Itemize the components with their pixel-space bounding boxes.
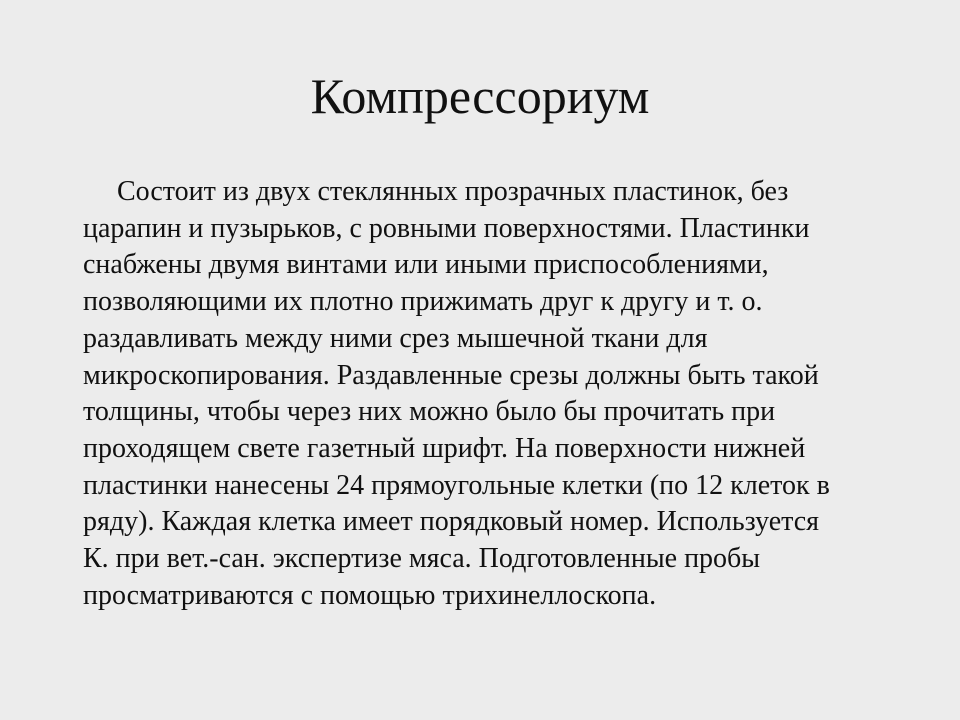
slide-title: Компрессориум <box>310 68 650 124</box>
body-line: толщины, чтобы через них можно было бы прочитать при <box>83 396 776 428</box>
body-line: Состоит из двух стеклянных прозрачных пластинок, без <box>117 176 789 207</box>
body-line: царапин и пузырьков, с ровными поверхностями. Пластинки <box>83 212 810 244</box>
body-line: проходящем свете газетный шрифт. На поверхности нижней <box>83 432 806 464</box>
slide-body-text <box>83 174 903 614</box>
body-line: ряду). Каждая клетка имеет порядковый номер. Используется <box>83 506 820 538</box>
body-line: К. при вет.-сан. экспертизе мяса. Подготовленные пробы <box>83 543 761 575</box>
body-line: раздавливать между ними срез мышечной ткани для <box>83 322 708 354</box>
body-line: микроскопирования. Раздавленные срезы должны быть такой <box>83 359 819 391</box>
body-line: позволяющими их плотно прижимать друг к другу и т. о. <box>83 286 763 318</box>
body-line: снабжены двумя винтами или иными приспособлениями, <box>83 249 769 281</box>
body-line: просматриваются с помощью трихинеллоскопа. <box>83 579 657 611</box>
body-line: пластинки нанесены 24 прямоугольные клетки (по 12 клеток в <box>83 469 830 501</box>
